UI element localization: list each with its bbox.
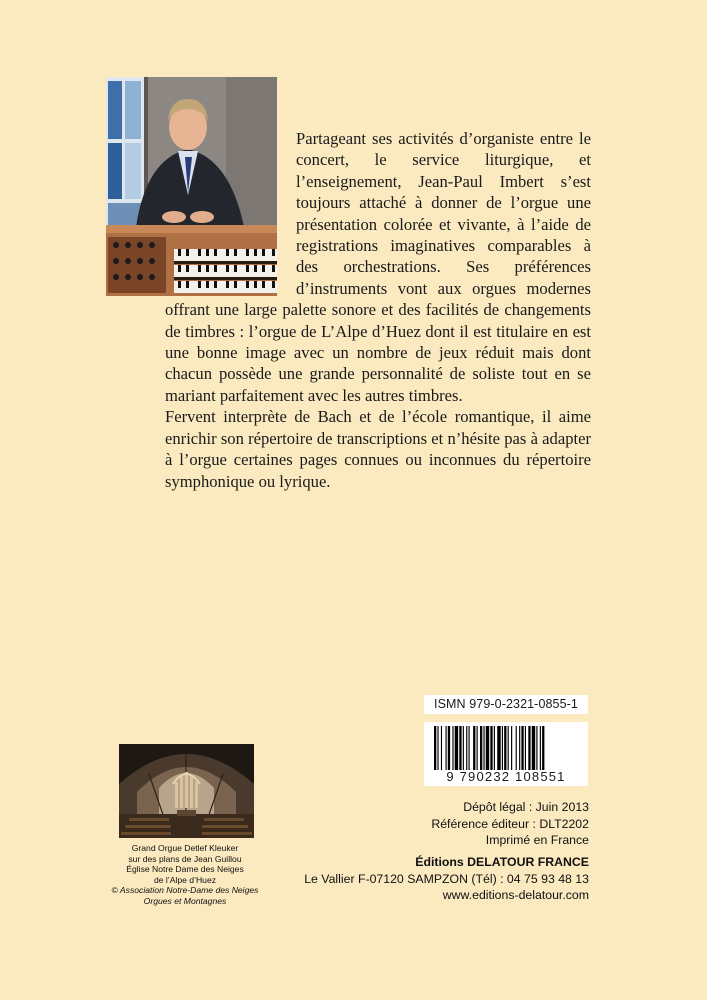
caption-line-3: Église Notre Dame des Neiges [126,864,244,875]
reference-editeur: Référence éditeur : DLT2202 [431,816,589,831]
publisher-info [304,854,589,904]
barcode-number: 9 790232 108551 [446,769,566,784]
biography-paragraph-1: Partageant ses activités d’organiste entre le concert, le service liturgique, et l’enseignement, Jean-Paul Imbert s’est toujours attaché à donner de l’orgue une présentation colorée et vivante, à l’aide de registrations imaginatives comparables à des orchestrations. Ses préférences d’instruments vont aux orgues modernes offrant une large palette sonore et des facilités de changements de timbres : l’orgue de L’Alpe d’Huez dont il est titulaire en est une bonne image avec un nombre de jeux réduit mais dont chacun possède une grande personnalité de soliste tout en se mariant parfaitement avec les autres timbres. [165,129,591,405]
portrait-wrap-spacer [165,128,296,299]
caption-line-6: Orgues et Montagnes [143,895,227,906]
publisher-website: www.editions-delatour.com [442,888,589,902]
caption-line-2: sur des plans de Jean Guillou [128,853,242,864]
caption-line-1: Grand Orgue Detlef Kleuker [131,843,239,853]
publisher-name: Éditions DELATOUR FRANCE [415,855,589,869]
printed-in: Imprimé en France [485,833,589,847]
biography-paragraph-2: Fervent interprète de Bach et de l’école romantique, il aime enrichir son répertoire de transcriptions et n’hésite pas à adapter à l’orgue certaines pages connues ou inconnues du répertoire symphonique ou lyrique. [165,407,591,491]
biography-text [165,128,591,492]
publisher-address: Le Vallier F-07120 SAMPZON (Tél) : 04 75 93 48 13 [304,871,589,886]
barcode [424,722,588,786]
caption-line-4: de l’Alpe d’Huez [153,874,217,885]
photo-caption [100,843,270,907]
caption-line-5: © Association Notre-Dame des Neiges [111,885,259,896]
organ-photo [119,744,254,838]
depot-legal: Dépôt légal : Juin 2013 [463,800,589,814]
ismn-label: ISMN 979-0-2321-0855-1 [424,695,588,714]
legal-info [431,799,589,849]
